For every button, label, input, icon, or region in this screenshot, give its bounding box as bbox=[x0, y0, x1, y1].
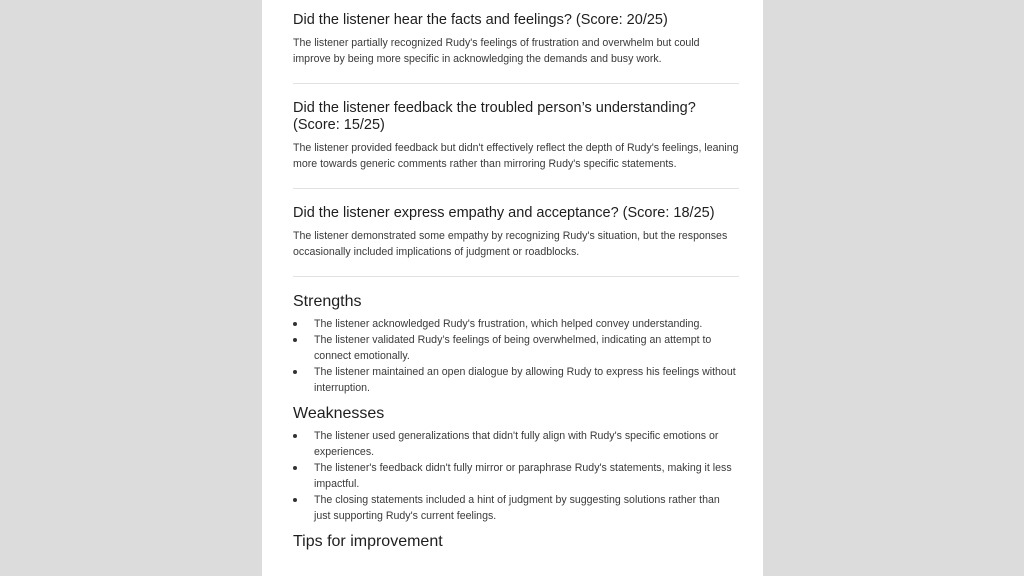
question-block-facts-feelings bbox=[293, 12, 739, 84]
list-item: The listener used generalizations that didn't fully align with Rudy's specific emotions or experiences. bbox=[293, 428, 739, 460]
list-item: The closing statements included a hint of judgment by suggesting solutions rather than just supporting Rudy's current feelings. bbox=[293, 492, 739, 524]
question-block-feedback-understanding bbox=[293, 84, 739, 189]
question-title: Did the listener feedback the troubled person’s understanding? (Score: 15/25) bbox=[293, 100, 696, 133]
strengths-heading: Strengths bbox=[293, 293, 362, 310]
weaknesses-heading: Weaknesses bbox=[293, 405, 385, 422]
list-item: The listener validated Rudy’s feelings of being overwhelmed, indicating an attempt to connect emotionally. bbox=[293, 332, 739, 364]
question-title: Did the listener express empathy and acceptance? (Score: 18/25) bbox=[293, 205, 715, 221]
question-body: The listener demonstrated some empathy by recognizing Rudy's situation, but the responses occasionally included implications of judgment or roadblocks. bbox=[293, 230, 728, 258]
tips-heading: Tips for improvement bbox=[293, 533, 443, 550]
list-item: The listener maintained an open dialogue by allowing Rudy to express his feelings without interruption. bbox=[293, 364, 739, 396]
weaknesses-list bbox=[293, 428, 739, 524]
question-body: The listener provided feedback but didn't effectively reflect the depth of Rudy's feelings, leaning more towards generic comments rather than mirroring Rudy's specific statements. bbox=[293, 142, 739, 170]
list-item: The listener's feedback didn't fully mirror or paraphrase Rudy's statements, making it less impactful. bbox=[293, 460, 739, 492]
list-item: The listener acknowledged Rudy's frustration, which helped convey understanding. bbox=[293, 316, 739, 332]
strengths-list bbox=[293, 316, 739, 396]
feedback-content bbox=[293, 12, 739, 552]
question-block-empathy-acceptance bbox=[293, 189, 739, 277]
feedback-page bbox=[262, 0, 763, 576]
question-title: Did the listener hear the facts and feelings? (Score: 20/25) bbox=[293, 12, 668, 28]
question-body: The listener partially recognized Rudy's feelings of frustration and overwhelm but could improve by being more specific in acknowledging the demands and busy work. bbox=[293, 37, 700, 65]
